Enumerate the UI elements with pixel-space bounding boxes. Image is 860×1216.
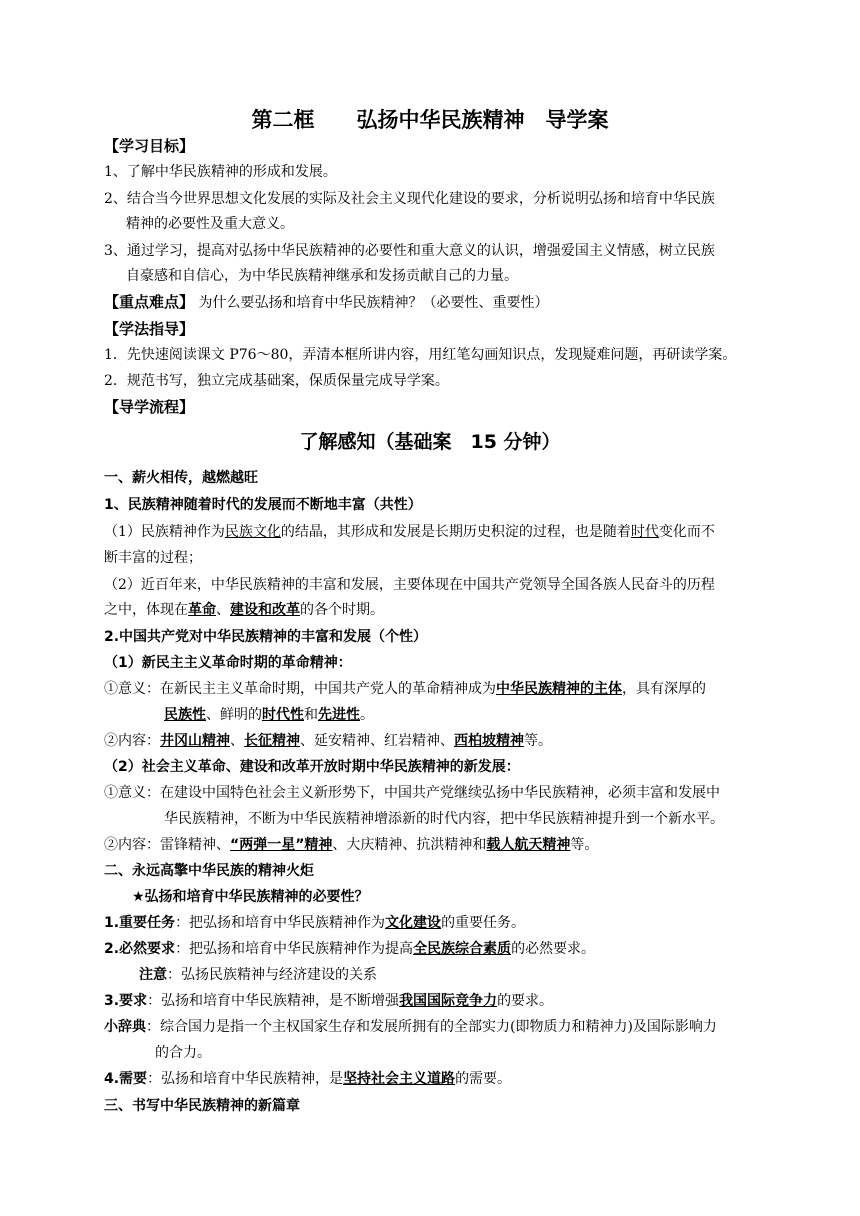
key-points-heading: 【重点难点】 bbox=[104, 293, 195, 311]
paragraph-1-line-1 bbox=[104, 520, 764, 544]
underlined-term: 井冈山精神 bbox=[160, 733, 230, 749]
period-1-content bbox=[104, 729, 764, 753]
text: 之中，体现在 bbox=[104, 602, 188, 618]
flow-heading: 【导学流程】 bbox=[104, 398, 195, 416]
section-3-heading: 三、书写中华民族精神的新篇章 bbox=[104, 1098, 300, 1114]
underlined-term: 革命 bbox=[188, 602, 216, 618]
page-title: 第二框 弘扬中华民族精神 导学案 bbox=[251, 108, 609, 132]
item-heading: 2.必然要求 bbox=[104, 941, 176, 957]
period-1-heading: （1）新民主主义革命时期的革命精神： bbox=[104, 655, 352, 671]
text: 的各个时期。 bbox=[300, 602, 384, 618]
text: 的需要。 bbox=[455, 1071, 512, 1087]
underlined-term: 文化建设 bbox=[385, 915, 442, 931]
text: ②内容： bbox=[104, 733, 160, 749]
item-heading: 4.需要 bbox=[104, 1071, 148, 1087]
period-1-meaning-line-2 bbox=[164, 703, 824, 727]
period-2-heading: （2）社会主义革命、建设和改革开放时期中华民族精神的新发展： bbox=[104, 759, 520, 775]
paragraph-2-line-2 bbox=[104, 598, 764, 622]
underlined-term: 坚持社会主义道路 bbox=[343, 1071, 456, 1087]
text: ：把弘扬和培育中华民族精神作为 bbox=[175, 915, 386, 931]
underlined-term: 全民族综合素质 bbox=[413, 941, 512, 957]
text: ：弘扬和培育中华民族精神，是不断增强 bbox=[147, 993, 400, 1009]
dictionary-heading: 小辞典 bbox=[104, 1019, 146, 1035]
text: 的结晶，其形成和发展是长期历史积淀的过程，也是随着 bbox=[280, 524, 631, 540]
key-points-line bbox=[104, 290, 764, 315]
text: 变化而不 bbox=[658, 524, 715, 540]
section-1-heading: 一、薪火相传，越燃越旺 bbox=[104, 470, 258, 486]
note-line bbox=[139, 963, 799, 987]
item-heading: 1.重要任务 bbox=[104, 915, 176, 931]
text: （1）民族精神作为 bbox=[104, 524, 225, 540]
text: ：把弘扬和培育中华民族精神作为提高 bbox=[175, 941, 414, 957]
necessity-question: ★弘扬和培育中华民族精神的必要性？ bbox=[132, 889, 369, 905]
paragraph-2-line-1: （2）近百年来，中华民族精神的丰富和发展，主要体现在中国共产党领导全国各族人民奋斗的历程 bbox=[104, 577, 715, 593]
section-2-heading: 二、永远高擎中华民族的精神火炬 bbox=[104, 863, 314, 879]
method-heading: 【学法指导】 bbox=[104, 320, 195, 338]
necessity-2 bbox=[104, 937, 764, 961]
method-2: 2．规范书写，独立完成基础案，保质保量完成导学案。 bbox=[104, 373, 449, 389]
underlined-term: 西柏坡精神 bbox=[454, 733, 524, 749]
note-heading: 注意 bbox=[139, 967, 167, 983]
period-2-content bbox=[104, 833, 764, 857]
underlined-term: 先进性 bbox=[318, 707, 360, 723]
underlined-term: 载人航天精神 bbox=[486, 837, 571, 853]
text: 的必然要求。 bbox=[511, 941, 596, 957]
text: 的要求。 bbox=[497, 993, 554, 1009]
text: 、鲜明的 bbox=[206, 707, 262, 723]
text: ：弘扬和培育中华民族精神，是 bbox=[147, 1071, 344, 1087]
necessity-3 bbox=[104, 989, 764, 1013]
key-points-text: 为什么要弘扬和培育中华民族精神？（必要性、重要性） bbox=[194, 295, 549, 311]
item-heading: 3.要求 bbox=[104, 993, 148, 1009]
text: 、 bbox=[216, 602, 230, 618]
necessity-1 bbox=[104, 911, 764, 935]
text: 和 bbox=[258, 602, 272, 618]
text: 、 bbox=[230, 733, 244, 749]
section-1-2-heading: 2.中国共产党对中华民族精神的丰富和发展（个性） bbox=[104, 629, 428, 645]
necessity-4 bbox=[104, 1067, 764, 1091]
period-1-meaning-line-1 bbox=[104, 677, 764, 701]
dictionary-line-1 bbox=[104, 1015, 764, 1039]
text: 、大庆精神、抗洪精神和 bbox=[332, 837, 487, 853]
text: ①意义：在新民主主义革命时期，中国共产党人的革命精神成为 bbox=[104, 681, 496, 697]
text: 和 bbox=[304, 707, 318, 723]
underlined-term: 建设 bbox=[230, 602, 258, 618]
underlined-term: 中华民族精神的主体 bbox=[496, 681, 622, 697]
section-subtitle: 了解感知（基础案 15 分钟） bbox=[299, 431, 561, 453]
underlined-term: 我国国际竞争力 bbox=[399, 993, 498, 1009]
text: 等。 bbox=[570, 837, 599, 853]
section-1-1-heading: 1、民族精神随着时代的发展而不断地丰富（共性） bbox=[104, 497, 422, 513]
dictionary-line-2: 的合力。 bbox=[155, 1045, 211, 1061]
text: ：弘扬民族精神与经济建设的关系 bbox=[167, 967, 377, 983]
objective-3-line-2: 自豪感和自信心，为中华民族精神继承和发扬贡献自己的力量。 bbox=[126, 268, 518, 284]
underlined-term: 时代性 bbox=[262, 707, 304, 723]
underlined-term: 改革 bbox=[272, 602, 300, 618]
underlined-term: 长征精神 bbox=[244, 733, 300, 749]
period-2-meaning-line-2: 华民族精神，不断为中华民族精神增添新的时代内容，把中华民族精神提升到一个新水平。 bbox=[164, 811, 724, 827]
paragraph-1-line-2: 断丰富的过程； bbox=[104, 550, 202, 566]
objective-3-line-1: 3、通过学习，提高对弘扬中华民族精神的必要性和重大意义的认识，增强爱国主义情感，树立民族 bbox=[104, 243, 715, 259]
objectives-heading: 【学习目标】 bbox=[104, 137, 195, 155]
text: 。 bbox=[360, 707, 374, 723]
period-2-meaning-line-1: ①意义：在建设中国特色社会主义新形势下，中国共产党继续弘扬中华民族精神，必须丰富和发展中 bbox=[104, 785, 720, 801]
method-1: 1．先快速阅读课文 P76～80，弄清本框所讲内容，用红笔勾画知识点，发现疑难问题，再研读学案。 bbox=[104, 347, 737, 363]
underlined-term: 时代 bbox=[630, 524, 659, 540]
text: 的重要任务。 bbox=[441, 915, 526, 931]
underlined-term: “两弹一星”精神 bbox=[230, 837, 333, 853]
text: ：综合国力是指一个主权国家生存和发展所拥有的全部实力(即物质力和精神力)及国际影响力 bbox=[146, 1019, 717, 1035]
underlined-term: 民族性 bbox=[164, 707, 206, 723]
text: 等。 bbox=[524, 733, 552, 749]
objective-1: 1、了解中华民族精神的形成和发展。 bbox=[104, 164, 337, 180]
objective-2-line-1: 2、结合当今世界思想文化发展的实际及社会主义现代化建设的要求，分析说明弘扬和培育中华民族 bbox=[104, 191, 715, 207]
text: ，具有深厚的 bbox=[622, 681, 706, 697]
text: ②内容：雷锋精神、 bbox=[104, 837, 230, 853]
underlined-term: 民族文化 bbox=[224, 524, 281, 540]
objective-2-line-2: 精神的必要性及重大意义。 bbox=[126, 216, 294, 232]
text: 、延安精神、红岩精神、 bbox=[300, 733, 454, 749]
